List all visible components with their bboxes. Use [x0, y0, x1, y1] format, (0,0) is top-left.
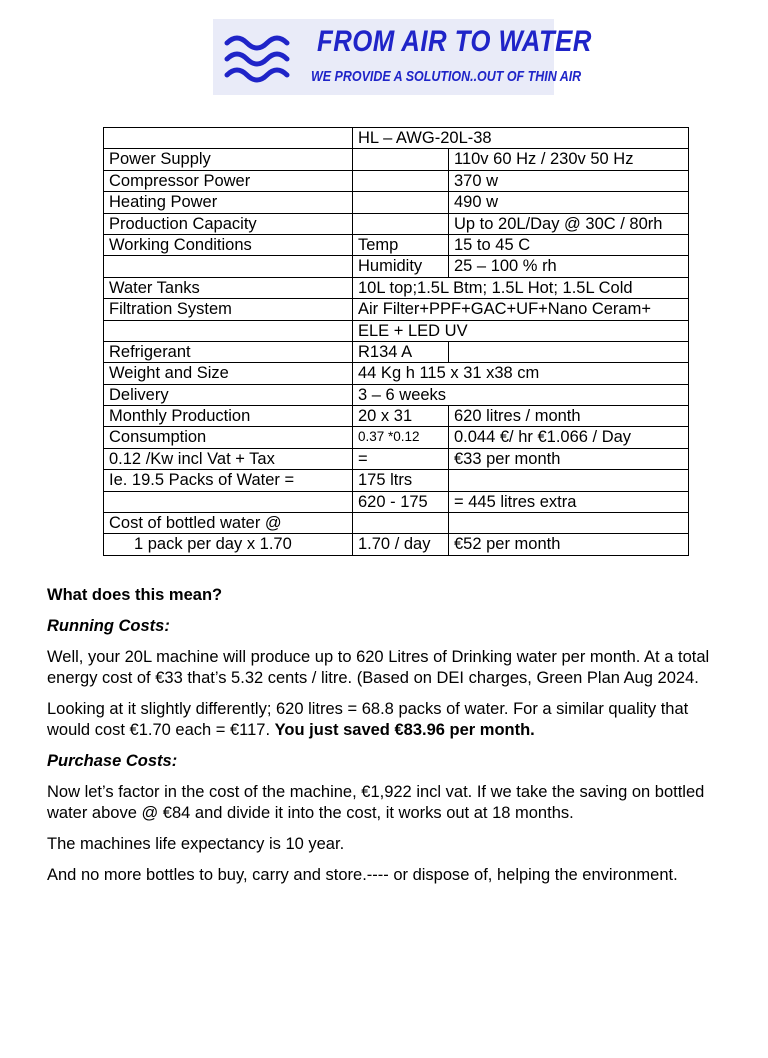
spec-detail [449, 341, 689, 362]
spec-value: Air Filter+PPF+GAC+UF+Nano Ceram+ [353, 299, 689, 320]
table-row [104, 491, 689, 512]
spec-label [104, 320, 353, 341]
spec-value [353, 149, 449, 170]
spec-value: Temp [353, 234, 449, 255]
spec-label: Water Tanks [104, 277, 353, 298]
spec-label: Compressor Power [104, 170, 353, 191]
purchase-costs-paragraph-2: The machines life expectancy is 10 year. [47, 835, 345, 853]
spec-value: 3 – 6 weeks [353, 384, 689, 405]
spec-detail [449, 470, 689, 491]
spec-label: Monthly Production [104, 406, 353, 427]
spec-label: 1 pack per day x 1.70 [104, 534, 353, 555]
spec-label: Working Conditions [104, 234, 353, 255]
spec-label [104, 491, 353, 512]
spec-detail: €52 per month [449, 534, 689, 555]
company-logo [213, 19, 592, 95]
table-row [104, 406, 689, 427]
table-row [104, 128, 689, 149]
spec-value [353, 170, 449, 191]
spec-label: Ie. 19.5 Packs of Water = [104, 470, 353, 491]
spec-table [103, 127, 689, 556]
running-costs-paragraph-1: Well, your 20L machine will produce up to 620 Litres of Drinking water per month. At a total energy cost of €33 that’s 5.32 cents / litre. (Based on DEI charges, Green Plan Aug 2024. [47, 648, 710, 687]
spec-detail: 0.044 €/ hr €1.066 / Day [449, 427, 689, 448]
spec-detail: 25 – 100 % rh [449, 256, 689, 277]
table-row [104, 149, 689, 170]
spec-value: 44 Kg h 115 x 31 x38 cm [353, 363, 689, 384]
table-row [104, 448, 689, 469]
spec-value [353, 513, 449, 534]
section-heading: What does this mean? [47, 586, 223, 604]
table-row [104, 320, 689, 341]
spec-value: = [353, 448, 449, 469]
table-row [104, 470, 689, 491]
purchase-costs-paragraph-1: Now let’s factor in the cost of the machine, €1,922 incl vat. If we take the saving on bottled water above @ €84 and divide it into the cost, it works out at 18 months. [47, 783, 705, 822]
body-text [47, 585, 727, 896]
spec-value: HL – AWG-20L-38 [353, 128, 689, 149]
table-row [104, 170, 689, 191]
spec-label [104, 256, 353, 277]
logo-tagline: WE PROVIDE A SOLUTION..OUT OF THIN AIR [311, 69, 582, 85]
spec-label: Delivery [104, 384, 353, 405]
spec-value: 20 x 31 [353, 406, 449, 427]
table-row [104, 384, 689, 405]
spec-label [104, 128, 353, 149]
table-row [104, 341, 689, 362]
spec-value: R134 A [353, 341, 449, 362]
spec-detail: 110v 60 Hz / 230v 50 Hz [449, 149, 689, 170]
spec-detail: 15 to 45 C [449, 234, 689, 255]
purchase-costs-heading: Purchase Costs: [47, 752, 178, 770]
table-row [104, 256, 689, 277]
spec-label: Power Supply [104, 149, 353, 170]
purchase-costs-paragraph-3: And no more bottles to buy, carry and store.---- or dispose of, helping the environment. [47, 866, 678, 884]
table-row [104, 427, 689, 448]
running-costs-text: Looking at it slightly differently; 620 litres = 68.8 packs of water. For a similar quality that would cost €1.70 each = €117. [47, 700, 689, 739]
spec-label: Refrigerant [104, 341, 353, 362]
spec-value: ELE + LED UV [353, 320, 689, 341]
spec-detail: 620 litres / month [449, 406, 689, 427]
table-row [104, 513, 689, 534]
spec-label: Production Capacity [104, 213, 353, 234]
water-waves-icon [221, 31, 301, 87]
spec-value: 0.37 *0.12 [353, 427, 449, 448]
spec-value: 620 - 175 [353, 491, 449, 512]
spec-detail: = 445 litres extra [449, 491, 689, 512]
spec-value [353, 213, 449, 234]
spec-value: Humidity [353, 256, 449, 277]
table-row [104, 192, 689, 213]
spec-value: 175 ltrs [353, 470, 449, 491]
spec-value: 10L top;1.5L Btm; 1.5L Hot; 1.5L Cold [353, 277, 689, 298]
spec-value: 1.70 / day [353, 534, 449, 555]
spec-value [353, 192, 449, 213]
spec-detail: 370 w [449, 170, 689, 191]
table-row [104, 277, 689, 298]
spec-label: Weight and Size [104, 363, 353, 384]
logo-title: FROM AIR TO WATER [317, 25, 592, 58]
spec-label: Filtration System [104, 299, 353, 320]
table-row [104, 234, 689, 255]
running-costs-heading: Running Costs: [47, 617, 170, 635]
savings-highlight: You just saved €83.96 per month. [274, 721, 535, 739]
running-costs-paragraph-2 [47, 699, 727, 741]
spec-detail: 490 w [449, 192, 689, 213]
spec-label: 0.12 /Kw incl Vat + Tax [104, 448, 353, 469]
table-row [104, 213, 689, 234]
spec-detail: €33 per month [449, 448, 689, 469]
table-row [104, 363, 689, 384]
table-row [104, 299, 689, 320]
spec-detail [449, 513, 689, 534]
spec-label: Cost of bottled water @ [104, 513, 353, 534]
spec-detail: Up to 20L/Day @ 30C / 80rh [449, 213, 689, 234]
spec-label: Heating Power [104, 192, 353, 213]
table-row [104, 534, 689, 555]
spec-label: Consumption [104, 427, 353, 448]
